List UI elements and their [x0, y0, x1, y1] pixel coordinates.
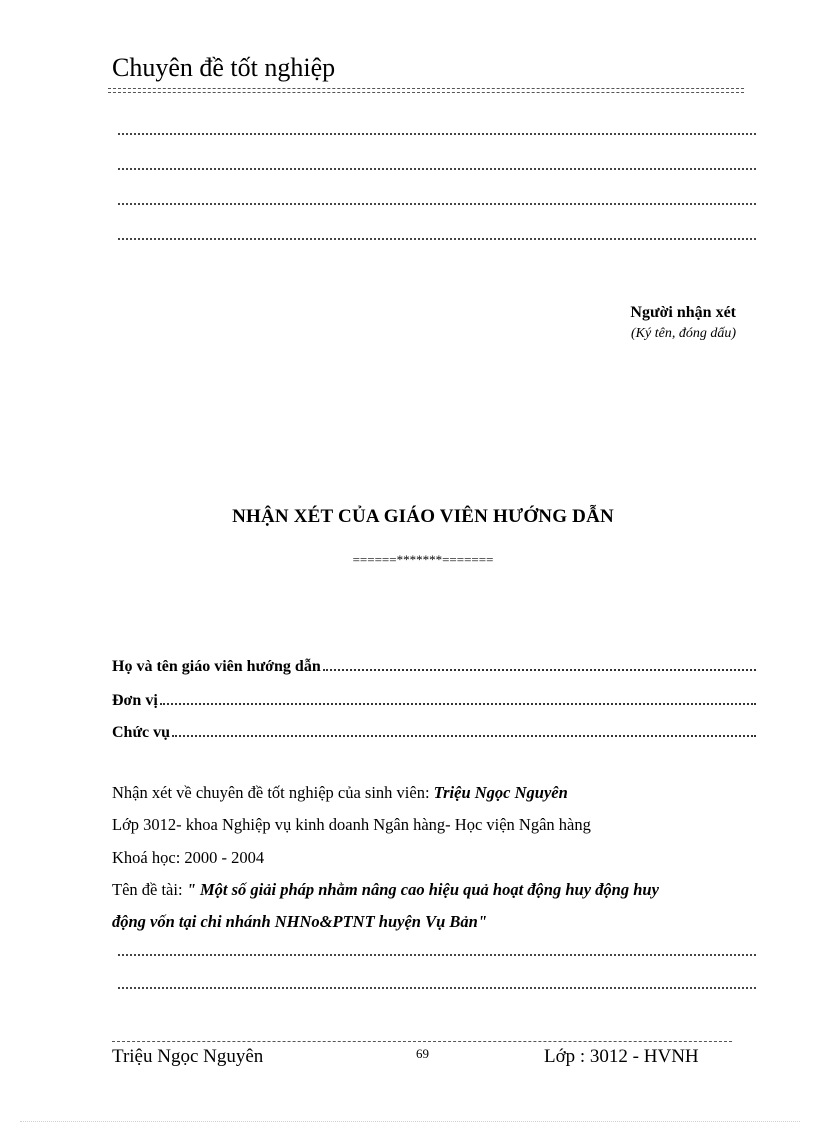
page-number: 69	[416, 1046, 429, 1061]
topic-title-line-2: động vốn tại chi nhánh NHNo&PTNT huyện Vụ Bản"	[112, 912, 487, 931]
section-decoration: ======*******=======	[352, 552, 494, 567]
answer-line	[118, 133, 756, 135]
answer-line	[118, 203, 756, 205]
field-fill-line	[323, 669, 756, 671]
topic-prefix: Tên đề tài:	[112, 880, 187, 899]
answer-line	[118, 238, 756, 240]
field-unit	[112, 686, 756, 710]
review-topic	[112, 880, 659, 900]
answer-line	[118, 987, 756, 989]
field-label: Chức vụ	[112, 724, 171, 741]
field-position	[112, 718, 756, 742]
answer-line	[118, 168, 756, 170]
header-title: Chuyên đề tốt nghiệp	[112, 53, 336, 82]
student-name: Triệu Ngọc Nguyên	[433, 783, 568, 802]
answer-line	[118, 954, 756, 956]
field-fill-line	[160, 703, 756, 705]
signer-note: (Ký tên, đóng dấu)	[631, 326, 736, 341]
header-divider-2	[108, 92, 744, 93]
review-line-2: Lớp 3012- khoa Nghiệp vụ kinh doanh Ngân hàng- Học viện Ngân hàng	[112, 815, 591, 834]
header-divider	[108, 88, 744, 89]
review-line-1	[112, 783, 568, 803]
page-bottom-border	[20, 1121, 800, 1122]
field-fill-line	[172, 735, 756, 737]
footer-author: Triệu Ngọc Nguyên	[112, 1046, 264, 1067]
field-label: Đơn vị	[112, 692, 158, 709]
review-line-3: Khoá học: 2000 - 2004	[112, 848, 265, 867]
review-prefix: Nhận xét về chuyên đề tốt nghiệp của sinh viên:	[112, 783, 434, 802]
signer-name: Người nhận xét	[630, 304, 736, 321]
footer-divider	[112, 1041, 732, 1042]
topic-title-line-1: " Một số giải pháp nhằm nâng cao hiệu quả hoạt động huy động huy	[186, 880, 659, 899]
section-title: NHẬN XÉT CỦA GIÁO VIÊN HƯỚNG DẪN	[232, 506, 614, 527]
field-teacher-name	[112, 652, 756, 676]
footer-class: Lớp : 3012 - HVNH	[544, 1046, 699, 1067]
field-label: Họ và tên giáo viên hướng dẫn	[112, 658, 321, 675]
